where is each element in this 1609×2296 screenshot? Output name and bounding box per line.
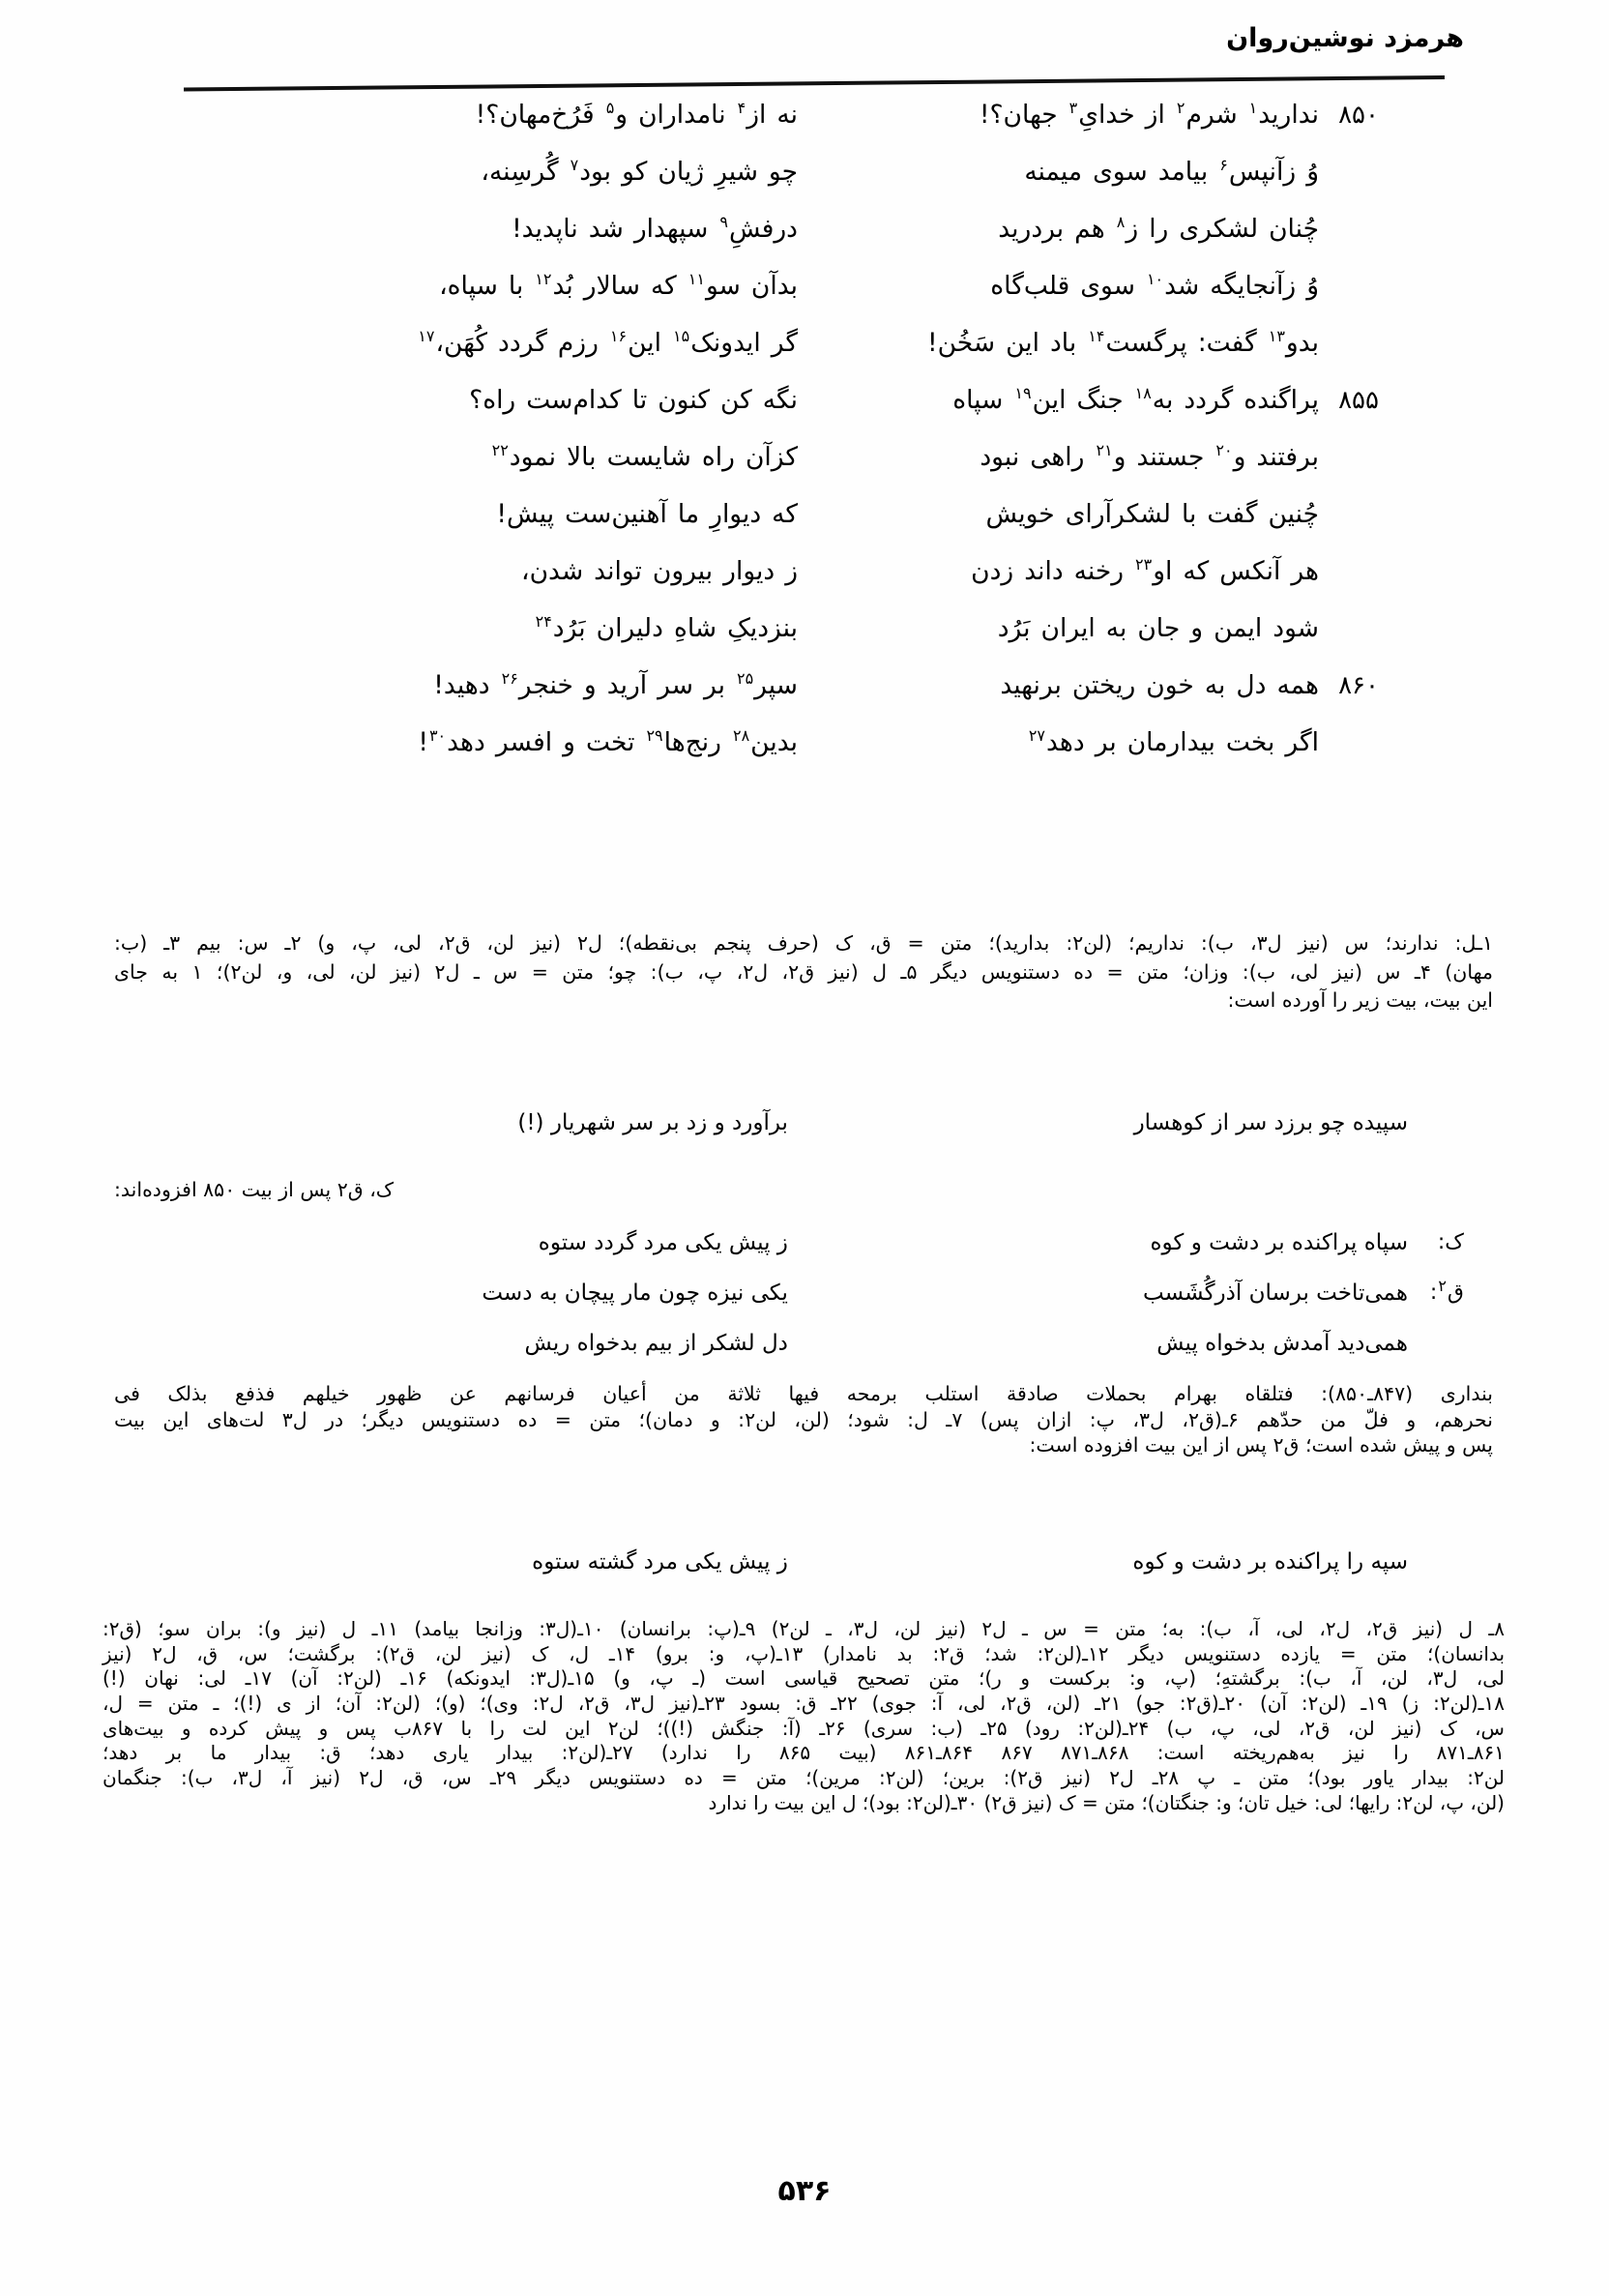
verse-line bbox=[228, 272, 1379, 329]
verse-word: دل bbox=[1236, 670, 1267, 700]
inserted-hemistich-right: سپاه پراکنده بر دشت و کوه bbox=[1150, 1230, 1408, 1255]
verse-word: کزآن bbox=[745, 442, 798, 472]
verse-word: لشکرآرای bbox=[1065, 499, 1171, 529]
header-rule bbox=[184, 75, 1445, 92]
verse-word: ز bbox=[785, 556, 798, 586]
footnote-marker: ۱۳ bbox=[1268, 327, 1285, 346]
apparatus-top bbox=[114, 930, 1493, 1016]
verse-word: نبود bbox=[980, 442, 1020, 472]
hemistich-left bbox=[228, 728, 809, 757]
footnote-marker: ۸ bbox=[1116, 213, 1126, 232]
hemistich-left bbox=[228, 158, 809, 187]
footnote-marker: ۳۰ bbox=[428, 726, 447, 746]
verse-word: بخت bbox=[1225, 727, 1275, 757]
verse-word: خون bbox=[1146, 670, 1194, 700]
verse-word: راه؟ bbox=[469, 385, 516, 415]
apparatus-bottom bbox=[102, 1617, 1505, 1816]
verse-word: بیدارمان bbox=[1126, 727, 1215, 757]
verse-word: کو bbox=[622, 157, 648, 187]
footnote-marker: ۱۷ bbox=[418, 327, 435, 346]
verse-word: بیرون bbox=[652, 556, 714, 586]
verse-word: زآنپس$^۶$ bbox=[1219, 156, 1297, 187]
footnote-marker: ۲۸ bbox=[732, 726, 750, 746]
apparatus-line: لی، ل۳، لن، آ، ب): برگشتهِ؛ (پ، و: برکست و ر)؛ متن تصحیح قیاسی است (ـ پ، و) ۱۵ـ(ل۳: ایدونکه) ۱۶ـ (لن۲: آن) ۱۷ـ لی: نهان (!) bbox=[102, 1666, 1506, 1691]
verse-word: سَخُن! bbox=[926, 328, 996, 358]
apparatus-line: نحرهم، و فلّ من حدّهم ۶ـ(ق۲، ل۳، پ: ازان پس) ۷ـ ل: شود؛ (لن، لن۲: و دمان)؛ متن = ده دستنویس دیگر؛ در ل۳ لت‌های این بیت bbox=[114, 1407, 1494, 1431]
hemistich-left bbox=[228, 671, 809, 700]
inserted-hemistich-left: دل لشکر از بیم بدخواه ریش bbox=[524, 1331, 788, 1356]
hemistich-right bbox=[809, 215, 1379, 244]
verse-word: دهید! bbox=[433, 670, 490, 700]
verse-word: بَرُد$^{۲۴}$ bbox=[535, 612, 586, 643]
verse-word: بر bbox=[703, 670, 725, 700]
footnote-marker: ۱۰ bbox=[1146, 270, 1164, 289]
hemistich-right bbox=[809, 329, 1379, 358]
verse-word: آنکس bbox=[1219, 556, 1281, 586]
inserted-hemistich-right: سپه را پراکنده بر دشت و کوه bbox=[1132, 1549, 1408, 1575]
footnote-marker: ۱۸ bbox=[1134, 384, 1152, 403]
verse-word: به bbox=[1105, 613, 1127, 643]
footnote-marker: ۲ bbox=[1176, 99, 1185, 118]
verse-word: تواند bbox=[594, 556, 642, 586]
hemistich-left bbox=[228, 557, 809, 586]
hemistich-left bbox=[228, 614, 809, 643]
inserted-verse-line bbox=[145, 1276, 1464, 1331]
verse-word: بود$^۷$ bbox=[570, 156, 612, 187]
verse-word: برفتند bbox=[1256, 442, 1319, 472]
verse-word: ما bbox=[677, 499, 700, 529]
verse-word: و$^{۲۱}$ bbox=[1096, 441, 1126, 472]
verse-word: از$^۴$ bbox=[737, 99, 767, 130]
verse-word: فَرُخ‌مهان؟! bbox=[475, 100, 595, 130]
verse-word: گفت: bbox=[1197, 328, 1257, 358]
verse-word: کُهَن،$^{۱۷}$ bbox=[418, 327, 488, 358]
verse-word: بدو$^{۱۳}$ bbox=[1268, 327, 1319, 358]
verse-word: خویش bbox=[985, 499, 1055, 529]
footnote-marker: ۱۶ bbox=[609, 327, 628, 346]
inserted-verse-line bbox=[145, 1331, 1464, 1381]
hemistich-left bbox=[228, 329, 809, 358]
footnote-marker: ۲ bbox=[1438, 1276, 1447, 1295]
verse-word: شد$^{۱۰}$ bbox=[1146, 270, 1200, 301]
verse-word: شیرِ bbox=[715, 157, 758, 187]
footnote-marker: ۱۵ bbox=[673, 327, 690, 346]
verse-word: بَرُد bbox=[997, 613, 1031, 643]
verse-word: او$^{۲۳}$ bbox=[1135, 555, 1173, 586]
verse-word: زدن bbox=[971, 556, 1014, 586]
verse-word: سپاه bbox=[952, 385, 1004, 415]
apparatus-line: مهان) ۴ـ س (نیز لی، ب): وزان؛ متن = ده دستنویس دیگر ۵ـ ل (نیز ق۲، ل۲، پ، ب): چو؛ متن = س ـ ل۲ (نیز لن، لی، و، لن۲)؛ ۱ به جای bbox=[114, 959, 1494, 984]
verse-word: بیامد bbox=[1157, 157, 1209, 187]
verse-word: جستند bbox=[1136, 442, 1205, 472]
verse-word: ناپدید! bbox=[512, 214, 578, 244]
verse-word: این$^{۱۶}$ bbox=[609, 327, 662, 358]
verse-word: ایدونک$^{۱۵}$ bbox=[673, 327, 761, 358]
verse-word: بالا bbox=[566, 442, 597, 472]
hemistich-right bbox=[809, 101, 1379, 130]
verse-word: چُنان bbox=[1269, 214, 1319, 244]
verse-word: پراگنده bbox=[1243, 385, 1319, 415]
hemistich-left bbox=[228, 500, 809, 529]
verse-number: ۸۵۰ bbox=[1338, 101, 1379, 130]
verse-word: پیش! bbox=[496, 499, 555, 529]
apparatus-line: ۱۸ـ(لن۲: ز) ۱۹ـ (لن۲: آن) ۲۰ـ(ق۲: جو) ۲۱ـ (لن، ق۲، لی، آ: جوی) ۲۲ـ ق: بسود ۲۳ـ(نیز ل۳، ق۲، ل۲: وی)؛ (و)؛ (لن۲: آن؛ از ی (!)؛ ـ متن = ل، bbox=[102, 1692, 1506, 1716]
apparatus-line: لن۲: بیدار یاور بود)؛ متن ـ پ ۲۸ـ ل۲ (نیز ق۲): برین؛ (لن۲: مرین)؛ متن = ده دستنویس دیگر ۲۹ـ س، ق، ل۲ (نیز آ، ل۳، ب): جنگمان bbox=[102, 1766, 1506, 1790]
footnote-marker: ۵ bbox=[605, 99, 615, 118]
verse-word: این$^{۱۹}$ bbox=[1014, 384, 1067, 415]
verse-word: که bbox=[650, 271, 677, 301]
hemistich-right bbox=[809, 272, 1379, 301]
footnote-marker: ۲۶ bbox=[501, 669, 518, 689]
verse-line bbox=[228, 329, 1379, 386]
verse-word: نمود$^{۲۲}$ bbox=[491, 441, 556, 472]
verse-word: وُ bbox=[1306, 157, 1319, 187]
verse-line bbox=[228, 443, 1379, 500]
verse-word: سوی bbox=[1093, 157, 1148, 187]
verse-word: جهان؟! bbox=[979, 100, 1058, 130]
verse-word: وُ bbox=[1306, 271, 1319, 301]
verse-word: پرگست$^{۱۴}$ bbox=[1088, 327, 1187, 358]
apparatus-line: ۱ـل: ندارند؛ س (نیز ل۳، ب): نداریم؛ (لن۲: بدارید)؛ متن = ق، ک (حرف پنجم بی‌نقطه)؛ ل۲ (نیز لن، ق۲، لی، پ، و) ۲ـ س: بیم ۳ـ (ب: bbox=[114, 931, 1494, 955]
verse-word: راهی bbox=[1030, 442, 1085, 472]
verse-word: بردرید bbox=[998, 214, 1065, 244]
verse-line bbox=[228, 215, 1379, 272]
verse-word: با bbox=[1181, 499, 1197, 529]
hemistich-left bbox=[228, 272, 809, 301]
verse-word: شد bbox=[588, 214, 624, 244]
verse-word: از bbox=[1145, 100, 1165, 130]
hemistich-right bbox=[809, 386, 1379, 415]
verse-word: بر bbox=[1095, 727, 1117, 757]
hemistich-right bbox=[809, 728, 1379, 757]
verse-word: نه bbox=[776, 100, 798, 130]
verse-word: دهد$^{۲۷}$ bbox=[1028, 726, 1085, 757]
apparatus-line: (لن، پ، لن۲: رایها؛ لی: خیل تان؛ و: جنگتان)؛ متن = ک (نیز ق۲) ۳۰ـ(لن۲: بود)؛ ل این بیت را ندارد bbox=[708, 1790, 1505, 1814]
source-sigil: ق$^۲$: bbox=[1429, 1276, 1464, 1305]
verse-word: زآنجایگه bbox=[1210, 271, 1297, 301]
verse-word: باد bbox=[1050, 328, 1077, 358]
verse-line bbox=[228, 728, 1379, 785]
verse-word: دیوارِ bbox=[710, 499, 762, 529]
footnote-marker: ۲۱ bbox=[1096, 441, 1113, 460]
source-sigil: ک: bbox=[1437, 1230, 1464, 1254]
page-number: ۵۳۶ bbox=[777, 2174, 832, 2208]
verse-word: کنون bbox=[658, 385, 710, 415]
verse-word: و bbox=[583, 670, 597, 700]
hemistich-right bbox=[809, 557, 1379, 586]
apparatus-line: پس و پیش شده است؛ ق۲ پس از این بیت افزوده است: bbox=[1029, 1433, 1493, 1457]
verse-word: دیوار bbox=[723, 556, 775, 586]
hemistich-right bbox=[809, 158, 1379, 187]
verse-word: به$^{۱۸}$ bbox=[1134, 384, 1174, 415]
verse-word: شدن، bbox=[521, 556, 584, 586]
verse-word: گر bbox=[771, 328, 798, 358]
verse-word: لشکری bbox=[1179, 214, 1259, 244]
verse-word: سپاه، bbox=[439, 271, 498, 301]
verse-word: خنجر$^{۲۶}$ bbox=[501, 669, 573, 700]
footnote-marker: ۲۷ bbox=[1028, 726, 1046, 746]
inserted-hemistich-right: سپیده چو برزد سر از کوهسار bbox=[1133, 1110, 1408, 1135]
verse-word: شایست bbox=[606, 442, 691, 472]
verse-line bbox=[228, 101, 1379, 158]
verse-word: داند bbox=[1024, 556, 1064, 586]
verse-word: شاهِ bbox=[673, 613, 717, 643]
footnote-marker: ۲۳ bbox=[1135, 555, 1153, 574]
footnote-marker: ۲۵ bbox=[736, 669, 754, 689]
inserted-verse-line bbox=[145, 1230, 1464, 1280]
inserted-hemistich-left: برآورد و زد بر سر شهریار (!) bbox=[517, 1110, 788, 1135]
verse-word: رخنه bbox=[1073, 556, 1125, 586]
verse-word: چو bbox=[768, 157, 798, 187]
verse-word: خدایِ$^۳$ bbox=[1068, 99, 1135, 130]
footnote-marker: ۲۴ bbox=[535, 612, 552, 632]
verse-number: ۸۵۵ bbox=[1338, 386, 1379, 415]
verse-word: کن bbox=[719, 385, 752, 415]
bundari-note bbox=[114, 1381, 1493, 1458]
verse-word: میمنه bbox=[1024, 157, 1083, 187]
verse-word: شود bbox=[1273, 613, 1319, 643]
verse-word: جان bbox=[1137, 613, 1181, 643]
verse-word: قلب‌گاه bbox=[990, 271, 1070, 301]
footnote-marker: ۱۲ bbox=[535, 270, 552, 289]
verse-word: همه bbox=[1276, 670, 1319, 700]
footnote-marker: ۱۹ bbox=[1014, 384, 1032, 403]
apparatus-mid-intro: ک، ق۲ پس از بیت ۸۵۰ افزوده‌اند: bbox=[114, 1178, 395, 1201]
footnote-marker: ۶ bbox=[1219, 156, 1228, 175]
verse-word: شرم$^۲$ bbox=[1176, 99, 1238, 130]
footnote-marker: ۲۲ bbox=[491, 441, 509, 460]
verse-word: بدین$^{۲۸}$ bbox=[732, 726, 798, 757]
footnote-marker: ۴ bbox=[737, 99, 746, 118]
verse-word: نامداران bbox=[638, 100, 726, 130]
verse-word: رزم bbox=[557, 328, 599, 358]
verse-word: و$^۵$ bbox=[605, 99, 629, 130]
verse-word: جنگ bbox=[1076, 385, 1124, 415]
running-head: هرمزد نوشین‌روان bbox=[1226, 23, 1464, 53]
verse-word: دلیران bbox=[596, 613, 663, 643]
hemistich-left bbox=[228, 443, 809, 472]
apparatus-line: این بیت، بیت زیر را آورده است: bbox=[1227, 988, 1493, 1013]
apparatus-line: بنداری (۸۴۷ـ۸۵۰): فتلقاه بهرام بحملات صادقة استلب برمحه فیها ثلاثة من أعیان فرسانهم عن ظهور خیلهم فذفع بذلک فی bbox=[114, 1382, 1493, 1405]
verse-word: سر bbox=[658, 670, 693, 700]
hemistich-left bbox=[228, 386, 809, 415]
verse-line bbox=[228, 557, 1379, 614]
apparatus-line: ۸۶۱ـ۸۷۱ را نیز به‌هم‌ریخته است: ۸۶۸ـ۸۷۱ ۸۶۷ ۸۶۴ـ۸۶۱ (بیت ۸۶۵ را ندارد) ۲۷ـ(لن۲: بیدار یاری دهد؛ ق: بیدار ما بر دهد؛ bbox=[102, 1741, 1505, 1765]
verse-word: و bbox=[563, 727, 575, 757]
footnote-marker: ۲۰ bbox=[1215, 441, 1233, 460]
hemistich-left bbox=[228, 101, 809, 130]
verse-word: راه bbox=[701, 442, 735, 472]
inserted-verse-line bbox=[145, 1110, 1464, 1161]
apparatus-line: بدانسان)؛ متن = یازده دستنویس دیگر ۱۲ـ(لن۲: شد؛ ق۲: بد نامدار) ۱۳ـ(پ، و: برو) ۱۴ـ ل، ک (نیز لن، ق۲): برگشت؛ س، ق، ل۲ (نیز bbox=[102, 1641, 1506, 1665]
footnote-marker: ۱ bbox=[1248, 99, 1258, 118]
verse-word: به bbox=[1204, 670, 1226, 700]
verse-word: آهنین‌ست bbox=[565, 499, 667, 529]
footnote-marker: ۲۹ bbox=[646, 726, 663, 746]
verse-word: با bbox=[508, 271, 524, 301]
verse-word: سوی bbox=[1080, 271, 1135, 301]
verse-word: را bbox=[1149, 214, 1169, 244]
verse-line bbox=[228, 614, 1379, 671]
verse-word: ایران bbox=[1040, 613, 1096, 643]
verse-line bbox=[228, 500, 1379, 557]
verse-word: تخت bbox=[585, 727, 635, 757]
verse-word: این bbox=[1006, 328, 1039, 358]
verse-word: سالار bbox=[583, 271, 640, 301]
verse-word: گُرسِنه، bbox=[481, 157, 559, 187]
verse-word: و bbox=[1190, 613, 1204, 643]
verse-word: اگر bbox=[1285, 727, 1319, 757]
inserted-couplets-2 bbox=[145, 1230, 1464, 1381]
verse-word: ژیان bbox=[658, 157, 705, 187]
verse-word: کدام‌ست bbox=[526, 385, 622, 415]
verse-word: درفشِ$^۹$ bbox=[719, 213, 798, 244]
verse-word: رنج‌ها$^{۲۹}$ bbox=[646, 726, 721, 757]
verse-word: گردد bbox=[1184, 385, 1234, 415]
apparatus-line: س، ک (نیز لن، ق۲، لی، پ، ب) ۲۴ـ(لن۲: رود) ۲۵ـ (ب: سری) ۲۶ـ (آ: جنگش (!))؛ لن۲ این لت را با ۸۶۷ب پس و پیش کرده و بیت‌های bbox=[102, 1716, 1505, 1740]
inserted-verse-line bbox=[145, 1549, 1464, 1600]
verse-word: گفت bbox=[1207, 499, 1258, 529]
verse-word: ندارید$^۱$ bbox=[1248, 99, 1319, 130]
verse-word: گردد bbox=[498, 328, 547, 358]
verse-word: سپر$^{۲۵}$ bbox=[736, 669, 798, 700]
verse-word: ایمن bbox=[1214, 613, 1263, 643]
inserted-hemistich-right: همی‌دید آمدش بدخواه پیش bbox=[1156, 1331, 1408, 1356]
verse-word: و$^{۲۰}$ bbox=[1215, 441, 1246, 472]
footnote-marker: ۳ bbox=[1068, 99, 1078, 118]
verse-word: که bbox=[772, 499, 798, 529]
verse-word: بدآن bbox=[750, 271, 798, 301]
hemistich-right bbox=[809, 443, 1379, 472]
verse-word: نگه bbox=[762, 385, 798, 415]
verse-word: تا bbox=[631, 385, 648, 415]
verse-word: سپهدار bbox=[633, 214, 709, 244]
verse-word: آرید bbox=[606, 670, 648, 700]
verse-line bbox=[228, 386, 1379, 443]
inserted-hemistich-left: یکی نیزه چون مار پیچان به دست bbox=[482, 1280, 788, 1306]
footnote-marker: ۱۴ bbox=[1088, 327, 1105, 346]
hemistich-right bbox=[809, 500, 1379, 529]
inserted-couplets-3 bbox=[145, 1549, 1464, 1600]
inserted-couplets-1 bbox=[145, 1110, 1464, 1161]
hemistich-right bbox=[809, 671, 1379, 700]
inserted-hemistich-left: ز پیش یکی مرد گردد ستوه bbox=[538, 1230, 788, 1255]
verse-word: بنزدیکِ bbox=[727, 613, 798, 643]
verse-word: افسر bbox=[495, 727, 553, 757]
verse-word: برنهید bbox=[1000, 670, 1062, 700]
verse-line bbox=[228, 671, 1379, 728]
inserted-hemistich-left: ز پیش یکی مرد گشته ستوه bbox=[532, 1549, 788, 1575]
verse-word: چُنین bbox=[1268, 499, 1319, 529]
footnote-marker: ۱۱ bbox=[687, 270, 705, 289]
footnote-marker: ۷ bbox=[570, 156, 579, 175]
verse-word: ریختن bbox=[1071, 670, 1136, 700]
poem-block bbox=[228, 101, 1379, 785]
verse-line bbox=[228, 158, 1379, 215]
verse-word: هر bbox=[1291, 556, 1319, 586]
inserted-hemistich-right: همی‌تاخت برسان آذرگُشَسب bbox=[1142, 1280, 1408, 1306]
verse-word: دهد$^{۳۰}$! bbox=[418, 726, 485, 757]
verse-word: سو$^{۱۱}$ bbox=[687, 270, 741, 301]
verse-word: بُد$^{۱۲}$ bbox=[535, 270, 573, 301]
footnote-marker: ۹ bbox=[719, 213, 728, 232]
hemistich-left bbox=[228, 215, 809, 244]
verse-word: که bbox=[1183, 556, 1210, 586]
verse-number: ۸۶۰ bbox=[1338, 671, 1379, 700]
verse-word: هم bbox=[1074, 214, 1105, 244]
hemistich-right bbox=[809, 614, 1379, 643]
verse-word: ز$^۸$ bbox=[1116, 213, 1139, 244]
apparatus-line: ۸ـ ل (نیز ق۲، ل۲، لی، آ، ب): به؛ متن = س ـ ل۲ (نیز لن، ل۳، ـ لن۲) ۹ـ(پ: برانسان) ۱۰ـ(ل۳: وزانجا بیامد) ۱۱ـ ل (نیز و): بران سو؛ (ق۲: bbox=[102, 1617, 1506, 1640]
